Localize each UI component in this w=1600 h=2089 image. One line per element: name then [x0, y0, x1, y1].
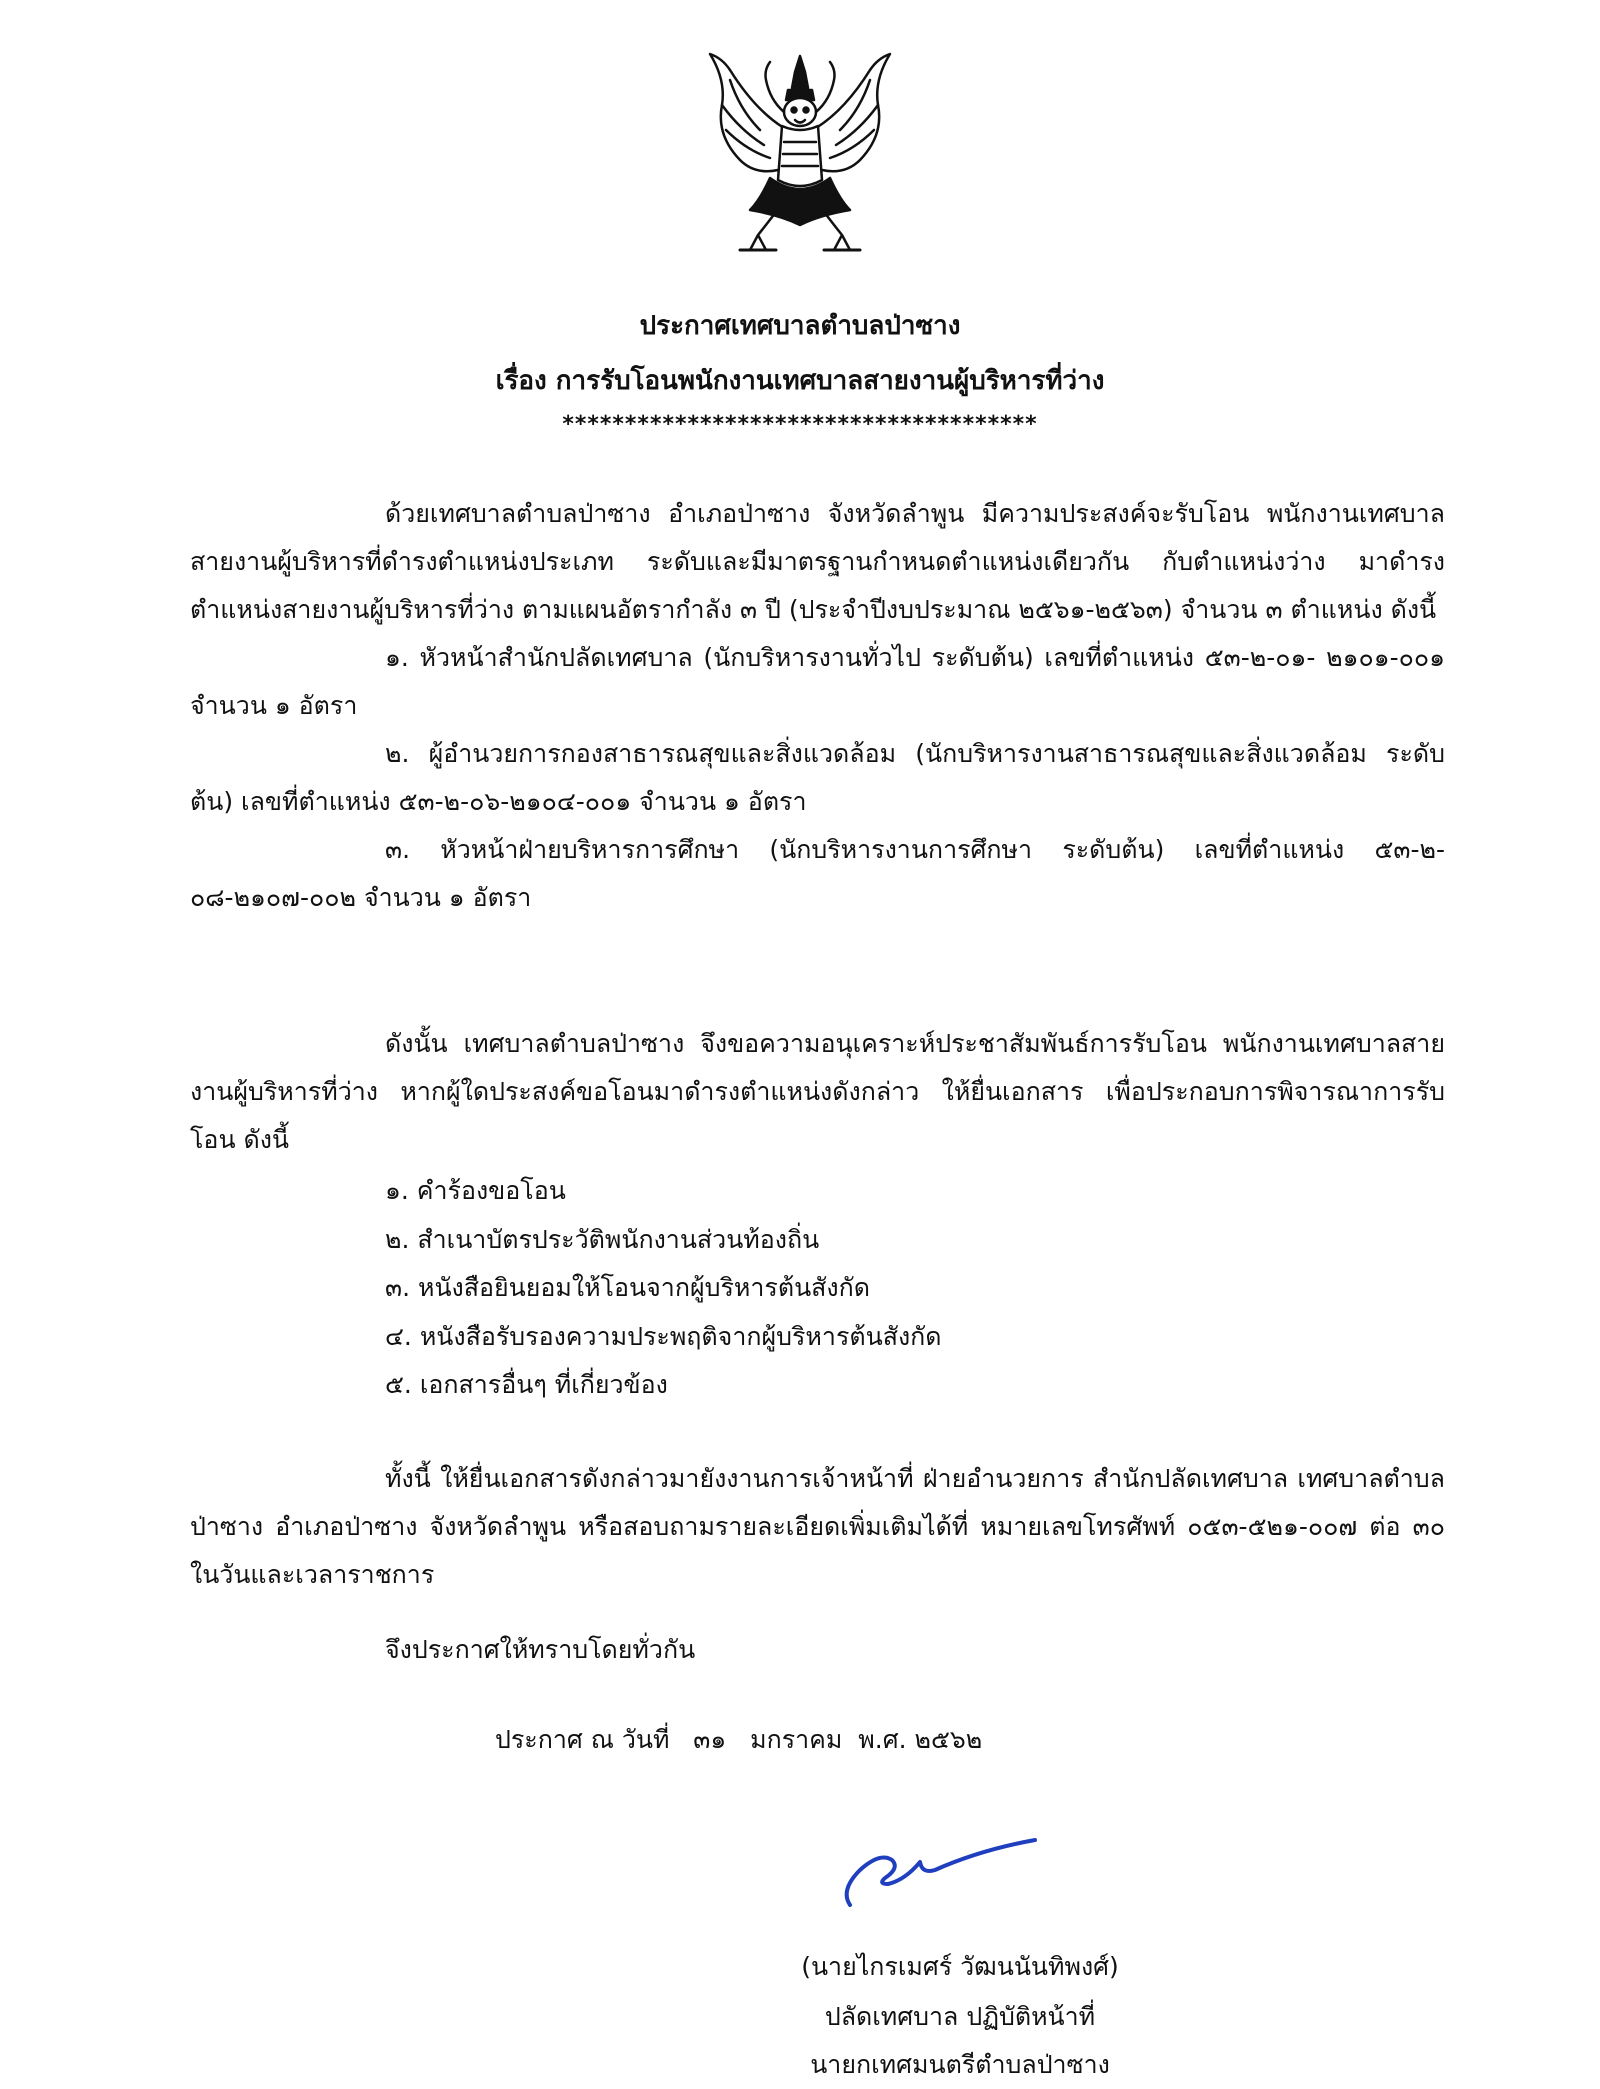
intro-section	[190, 490, 1445, 922]
handwritten-signature-icon	[830, 1810, 1050, 1920]
required-documents-list	[385, 1167, 942, 1410]
request-paragraph	[190, 1020, 1445, 1164]
position-line: ๐๘-๒๑๐๗-๐๐๒ จำนวน ๑ อัตรา	[190, 883, 532, 912]
intro-line: ด้วยเทศบาลตำบลป่าซาง อำเภอป่าซาง จังหวัดลำพูน มีความประสงค์จะรับโอน	[385, 499, 1250, 528]
signatory-title: นายกเทศมนตรีตำบลป่าซาง	[810, 2050, 1110, 2079]
document-item: ๒. สำเนาบัตรประวัติพนักงานส่วนท้องถิ่น	[385, 1224, 820, 1254]
request-line: พนักงานเทศบาลสายงานผู้บริหารที่ว่าง หากผู้ใดประสงค์ขอโอนมาดำรงตำแหน่งดังกล่าว ให้ยื่นเอกสาร	[190, 1029, 1445, 1106]
document-item: ๓. หนังสือยินยอมให้โอนจากผู้บริหารต้นสังกัด	[385, 1273, 871, 1302]
intro-line: ๒๕๖๑-๒๕๖๓) จำนวน ๓ ตำแหน่ง ดังนี้	[1018, 595, 1437, 624]
document-subject: เรื่อง การรับโอนพนักงานเทศบาลสายงานผู้บริหารที่ว่าง	[495, 366, 1105, 396]
announcement-date: ประกาศ ณ วันที่ ๓๑ มกราคม พ.ศ. ๒๕๖๒	[495, 1725, 983, 1754]
signatory-name: (นายไกรเมศร์ วัฒนนันทิพงศ์)	[801, 1952, 1119, 1981]
position-item-2	[190, 730, 1445, 826]
position-item-3	[190, 826, 1445, 922]
position-line: ๒. ผู้อำนวยการกองสาธารณสุขและสิ่งแวดล้อม (นักบริหารงานสาธารณสุขและสิ่งแวดล้อม	[385, 739, 1367, 768]
position-line: ระดับต้น) เลขที่ตำแหน่ง ๕๓-๒-๐๖-๒๑๐๔-๐๐๑ จำนวน ๑ อัตรา	[190, 739, 1445, 816]
contact-paragraph	[190, 1455, 1445, 1599]
document-item: ๔. หนังสือรับรองความประพฤติจากผู้บริหารต้นสังกัด	[385, 1321, 942, 1351]
contact-line: เทศบาลตำบลป่าซาง อำเภอป่าซาง จังหวัดลำพูน หรือสอบถามรายละเอียดเพิ่มเติมได้ที่ หมายเลขโทรศัพท์	[190, 1464, 1445, 1541]
closing-statement: จึงประกาศให้ทราบโดยทั่วกัน	[385, 1635, 696, 1664]
intro-paragraph	[190, 490, 1445, 634]
signatory-position: ปลัดเทศบาล ปฏิบัติหน้าที่	[824, 2002, 1096, 2031]
position-line: ๒๑๐๑-๐๐๑ จำนวน ๑ อัตรา	[190, 643, 1446, 720]
contact-line: ทั้งนี้ ให้ยื่นเอกสารดังกล่าวมายังงานการเจ้าหน้าที่ ฝ่ายอำนวยการ สำนักปลัดเทศบาล	[385, 1464, 1289, 1493]
document-item: ๕. เอกสารอื่นๆ ที่เกี่ยวข้อง	[385, 1370, 668, 1399]
contact-line: ๐๕๓-๕๒๑-๐๐๗ ต่อ ๓๐ ในวันและเวลาราชการ	[190, 1512, 1446, 1589]
document-title: ประกาศเทศบาลตำบลป่าซาง	[639, 311, 961, 341]
document-item: ๑. คำร้องขอโอน	[385, 1176, 566, 1205]
garuda-emblem-icon	[700, 50, 900, 260]
request-line: เพื่อประกอบการพิจารณาการรับโอน ดังนี้	[190, 1077, 1445, 1154]
position-item-1	[190, 634, 1445, 730]
position-line: ๓. หัวหน้าฝ่ายบริหารการศึกษา (นักบริหารงานการศึกษา ระดับต้น) เลขที่ตำแหน่ง ๕๓-๒-	[385, 835, 1445, 864]
title-separator: **************************************	[562, 412, 1038, 437]
request-line: ดังนั้น เทศบาลตำบลป่าซาง จึงขอความอนุเคราะห์ประชาสัมพันธ์การรับโอน	[385, 1029, 1207, 1058]
position-line: ๑. หัวหน้าสำนักปลัดเทศบาล (นักบริหารงานทั่วไป ระดับต้น) เลขที่ตำแหน่ง ๕๓-๒-๐๑-	[385, 643, 1316, 672]
intro-line: พนักงานเทศบาลสายงานผู้บริหารที่ดำรงตำแหน่งประเภท ระดับและมีมาตรฐานกำหนดตำแหน่งเดียวกัน	[190, 499, 1445, 576]
intro-line: กับตำแหน่งว่าง มาดำรงตำแหน่งสายงานผู้บริหารที่ว่าง ตามแผนอัตรากำลัง ๓ ปี (ประจำปีงบประมาณ	[190, 547, 1446, 624]
